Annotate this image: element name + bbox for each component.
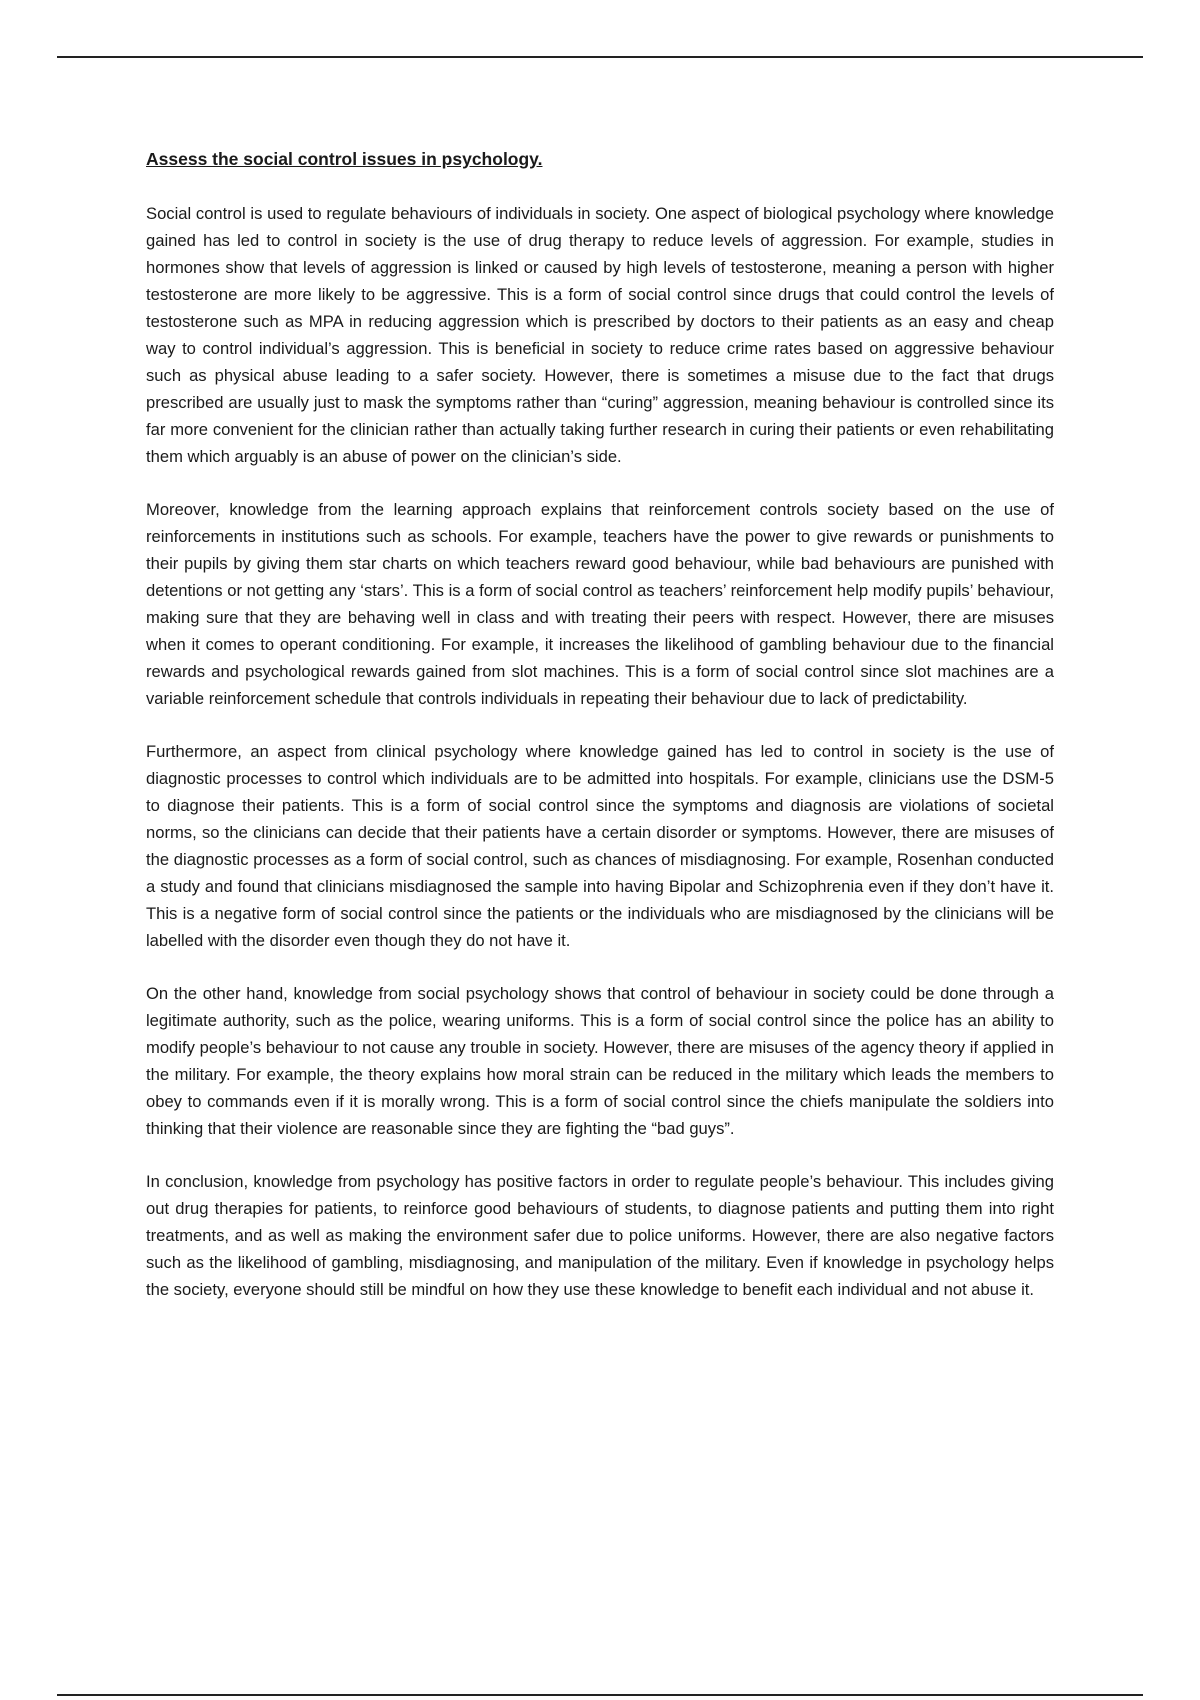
paragraph-conclusion: In conclusion, knowledge from psychology has positive factors in order to regulate people’s behaviour. This includes giving out drug therapies for patients, to reinforce good behaviours of students, to diagnose patients and putting them into right treatments, and as well as making the environment safer due to police uniforms. However, there are also negative factors such as the likelihood of gambling, misdiagnosing, and manipulation of the military. Even if knowledge in psychology helps the society, everyone should still be mindful on how they use these knowledge to benefit each individual and not abuse it. [146,1172,1054,1299]
paragraph-clinical: Furthermore, an aspect from clinical psychology where knowledge gained has led to control in society is the use of diagnostic processes to control which individuals are to be admitted into hospitals. For example, clinicians use the DSM-5 to diagnose their patients. This is a form of social control since the symptoms and diagnosis are violations of societal norms, so the clinicians can decide that their patients have a certain disorder or symptoms. However, there are misuses of the diagnostic processes as a form of social control, such as chances of misdiagnosing. For example, Rosenhan conducted a study and found that clinicians misdiagnosed the sample into having Bipolar and Schizophrenia even if they don’t have it. This is a negative form of social control since the patients or the individuals who are misdiagnosed by the clinicians will be labelled with the disorder even though they do not have it. [146,742,1054,950]
top-divider [57,56,1143,58]
document-body [146,146,1054,1329]
paragraph-biological: Social control is used to regulate behaviours of individuals in society. One aspect of biological psychology where knowledge gained has led to control in society is the use of drug therapy to reduce levels of aggression. For example, studies in hormones show that levels of aggression is linked or caused by high levels of testosterone, meaning a person with higher testosterone are more likely to be aggressive. This is a form of social control since drugs that could control the levels of testosterone such as MPA in reducing aggression which is prescribed by doctors to their patients as an easy and cheap way to control individual’s aggression. This is beneficial in society to reduce crime rates based on aggressive behaviour such as physical abuse leading to a safer society. However, there is sometimes a misuse due to the fact that drugs prescribed are usually just to mask the symptoms rather than “curing” aggression, meaning behaviour is controlled since its far more convenient for the clinician rather than actually taking further research in curing their patients or even rehabilitating them which arguably is an abuse of power on the clinician’s side. [146,204,1054,466]
paragraph-social: On the other hand, knowledge from social psychology shows that control of behaviour in society could be done through a legitimate authority, such as the police, wearing uniforms. This is a form of social control since the police has an ability to modify people’s behaviour to not cause any trouble in society. However, there are misuses of the agency theory if applied in the military. For example, the theory explains how moral strain can be reduced in the military which leads the members to obey to commands even if it is morally wrong. This is a form of social control since the chiefs manipulate the soldiers into thinking that their violence are reasonable since they are fighting the “bad guys”. [146,984,1054,1138]
bottom-divider [57,1694,1143,1696]
paragraph-learning: Moreover, knowledge from the learning approach explains that reinforcement controls society based on the use of reinforcements in institutions such as schools. For example, teachers have the power to give rewards or punishments to their pupils by giving them star charts on which teachers reward good behaviour, while bad behaviours are punished with detentions or not getting any ‘stars’. This is a form of social control as teachers’ reinforcement help modify pupils’ behaviour, making sure that they are behaving well in class and with treating their peers with respect. However, there are misuses when it comes to operant conditioning. For example, it increases the likelihood of gambling behaviour due to the financial rewards and psychological rewards gained from slot machines. This is a form of social control since slot machines are a variable reinforcement schedule that controls individuals in repeating their behaviour due to lack of predictability. [146,500,1054,708]
essay-title: Assess the social control issues in psychology. [146,149,543,169]
